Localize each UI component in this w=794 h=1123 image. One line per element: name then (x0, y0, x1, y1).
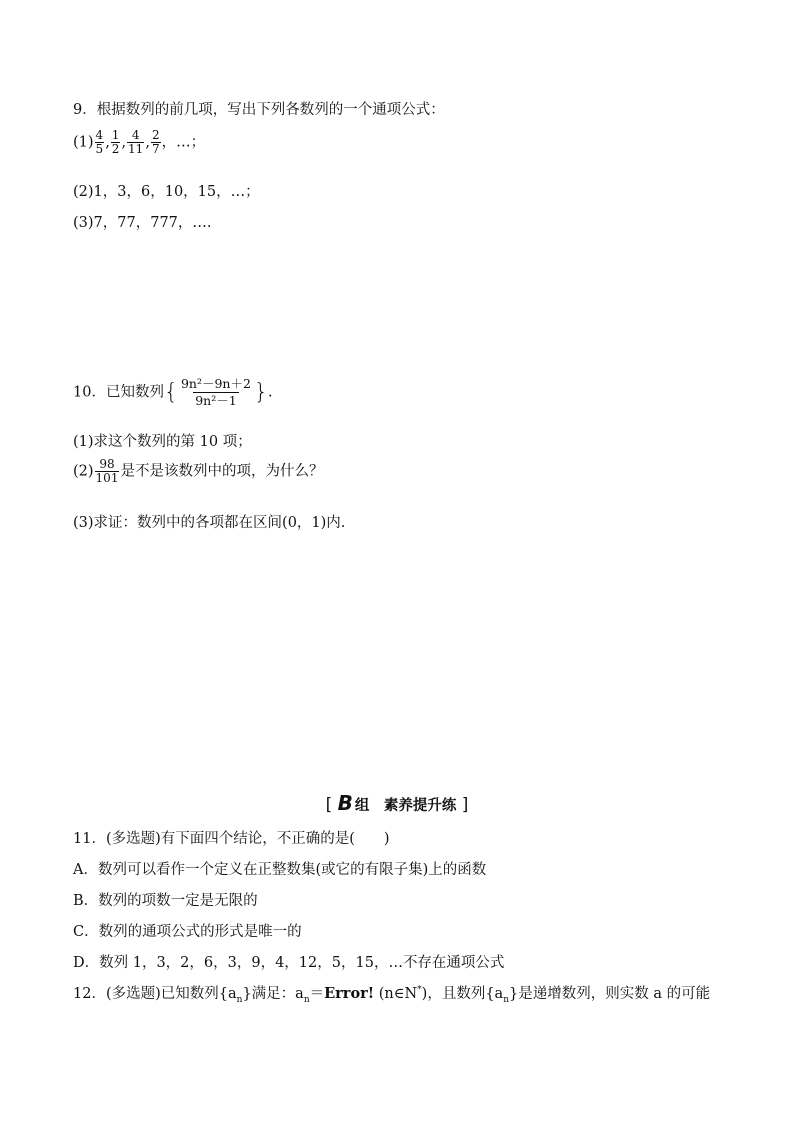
group-letter: B (337, 791, 353, 815)
fraction: $\frac{4}{5}$ (95, 128, 104, 157)
q9-stem: 9．根据数列的前几项，写出下列各数列的一个通项公式： (73, 102, 445, 118)
q10-part3: (3)求证：数列中的各项都在区间(0，1)内. (73, 515, 346, 531)
q11-stem: 11．(多选题)有下面四个结论，不正确的是( ) (73, 831, 390, 847)
q10-part1: (1)求这个数列的第 10 项； (73, 434, 252, 450)
q11-option-c: C．数列的通项公式的形式是唯一的 (73, 924, 302, 940)
fraction: $\frac{98}{101}$ (95, 457, 119, 486)
q10-part2: (2) $\frac{98}{101}$ 是不是该数列中的项，为什么？ (73, 457, 324, 486)
q11-option-d: D．数列 1，3，2，6，3，9，4，12，5，15，…不存在通项公式 (73, 955, 505, 971)
q9-part1-tail: ，…； (161, 134, 206, 151)
q10-stem: 10．已知数列{ $\frac{\text{9n²－9n＋2}}{\text{9n²－1}}$ }. (73, 376, 273, 408)
sequence-general-term: $\frac{\text{9n²－9n＋2}}{\text{9n²－1}}$ (180, 376, 251, 408)
fraction: $\frac{2}{7}$ (151, 128, 160, 157)
q11-option-b: B．数列的项数一定是无限的 (73, 893, 258, 909)
q12-stem: 12．(多选题)已知数列$\{a_n\}$满足：$a_n=Error$! (n∈N*)，且数列$\{a_n\}$是递增数列，则实数 a 的可能 (73, 985, 711, 1005)
fraction: $\frac{4}{11}$ (128, 128, 144, 157)
q11-option-a: A．数列可以看作一个定义在正整数集(或它的有限子集)上的函数 (73, 862, 487, 878)
fraction: $\frac{1}{2}$ (111, 128, 120, 157)
error-placeholder: Error! (324, 985, 375, 1002)
q9-part3: (3)7，77，777，…. (73, 215, 212, 231)
section-title: 组 素养提升练 (354, 798, 457, 814)
q9-part1-label: (1) (73, 134, 94, 151)
section-header: [ B 组 素养提升练 ] (325, 791, 469, 815)
q9-part1: (1) $\frac{4}{5}$ , $\frac{1}{2}$ , $\frac{4}{11}$ , $\frac{2}{7}$ ，…； (73, 128, 206, 157)
q9-part2: (2)1，3，6，10，15，…； (73, 184, 260, 200)
